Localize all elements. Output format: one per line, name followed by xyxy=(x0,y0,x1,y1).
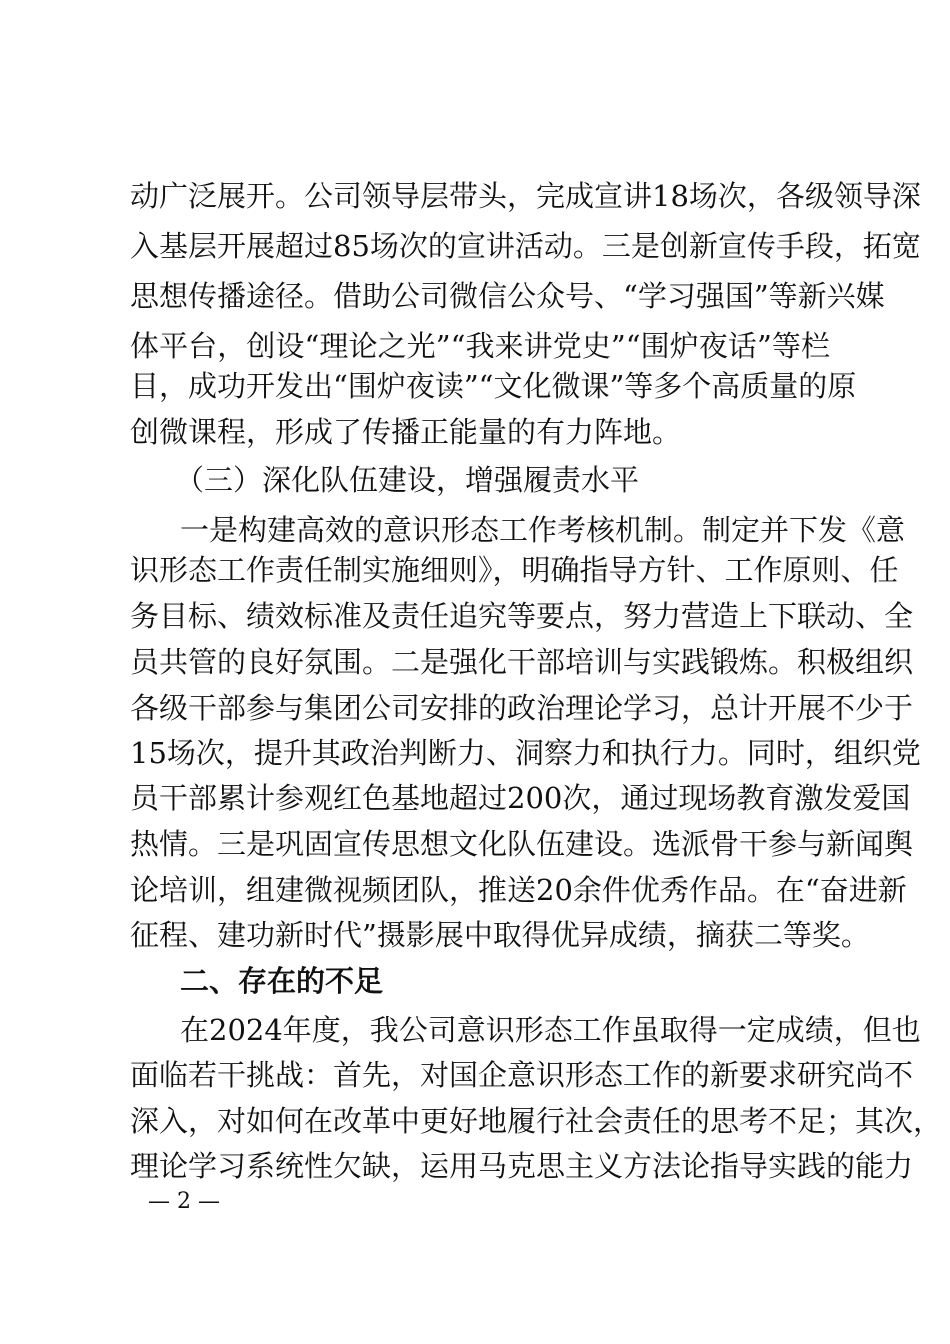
paragraph-3-line-1: 在2024年度，我公司意识形态工作虽取得一定成绩，但也 xyxy=(180,1013,921,1047)
paragraph-3-line-3: 深入，对如何在改革中更好地履行社会责任的思考不足；其次， xyxy=(130,1104,943,1138)
page-number: — 2 — xyxy=(148,1189,220,1214)
paragraph-2-line-8: 热情。三是巩固宣传思想文化队伍建设。选派骨干参与新闻舆 xyxy=(130,827,914,861)
paragraph-2-line-10: 征程、建功新时代”摄影展中取得优异成绩，摘获二等奖。 xyxy=(130,918,870,952)
paragraph-1-line-1: 动广泛展开。公司领导层带头，完成宣讲18场次，各级领导深 xyxy=(130,179,921,213)
paragraph-3-line-2: 面临若干挑战：首先，对国企意识形态工作的新要求研究尚不 xyxy=(130,1058,914,1092)
paragraph-1-line-3: 思想传播途径。借助公司微信公众号、“学习强国”等新兴媒 xyxy=(130,279,885,313)
paragraph-2-line-6: 15场次，提升其政治判断力、洞察力和执行力。同时，组织党 xyxy=(130,736,921,770)
paragraph-2-line-5: 各级干部参与集团公司安排的政治理论学习，总计开展不少于 xyxy=(130,691,914,725)
paragraph-2-line-1: 一是构建高效的意识形态工作考核机制。制定并下发《意 xyxy=(180,513,906,547)
paragraph-2-line-9: 论培训，组建微视频团队，推送20余件优秀作品。在“奋进新 xyxy=(130,873,907,907)
paragraph-3-line-4: 理论学习系统性欠缺，运用马克思主义方法论指导实践的能力 xyxy=(130,1149,914,1183)
paragraph-2-line-7: 员干部累计参观红色基地超过200次，通过现场教育激发爱国 xyxy=(130,781,911,815)
paragraph-2-line-2: 识形态工作责任制实施细则》，明确指导方针、工作原则、任 xyxy=(130,553,899,587)
paragraph-1-line-4: 体平台，创设“理论之光”“我来讲党史”“围炉夜话”等栏 xyxy=(130,329,830,363)
section-3-heading: （三）深化队伍建设，增强履责水平 xyxy=(175,463,640,497)
paragraph-2-line-4: 员共管的良好氛围。二是强化干部培训与实践锻炼。积极组织 xyxy=(130,645,914,679)
section-2-heading: 二、存在的不足 xyxy=(180,964,384,998)
paragraph-2-line-3: 务目标、绩效标准及责任追究等要点，努力营造上下联动、全 xyxy=(130,599,914,633)
paragraph-1-line-5: 目，成功开发出“围炉夜读”“文化微课”等多个高质量的原 xyxy=(130,369,857,403)
paragraph-1-line-2: 入基层开展超过85场次的宣讲活动。三是创新宣传手段，拓宽 xyxy=(130,229,921,263)
paragraph-1-line-6: 创微课程，形成了传播正能量的有力阵地。 xyxy=(130,415,682,449)
